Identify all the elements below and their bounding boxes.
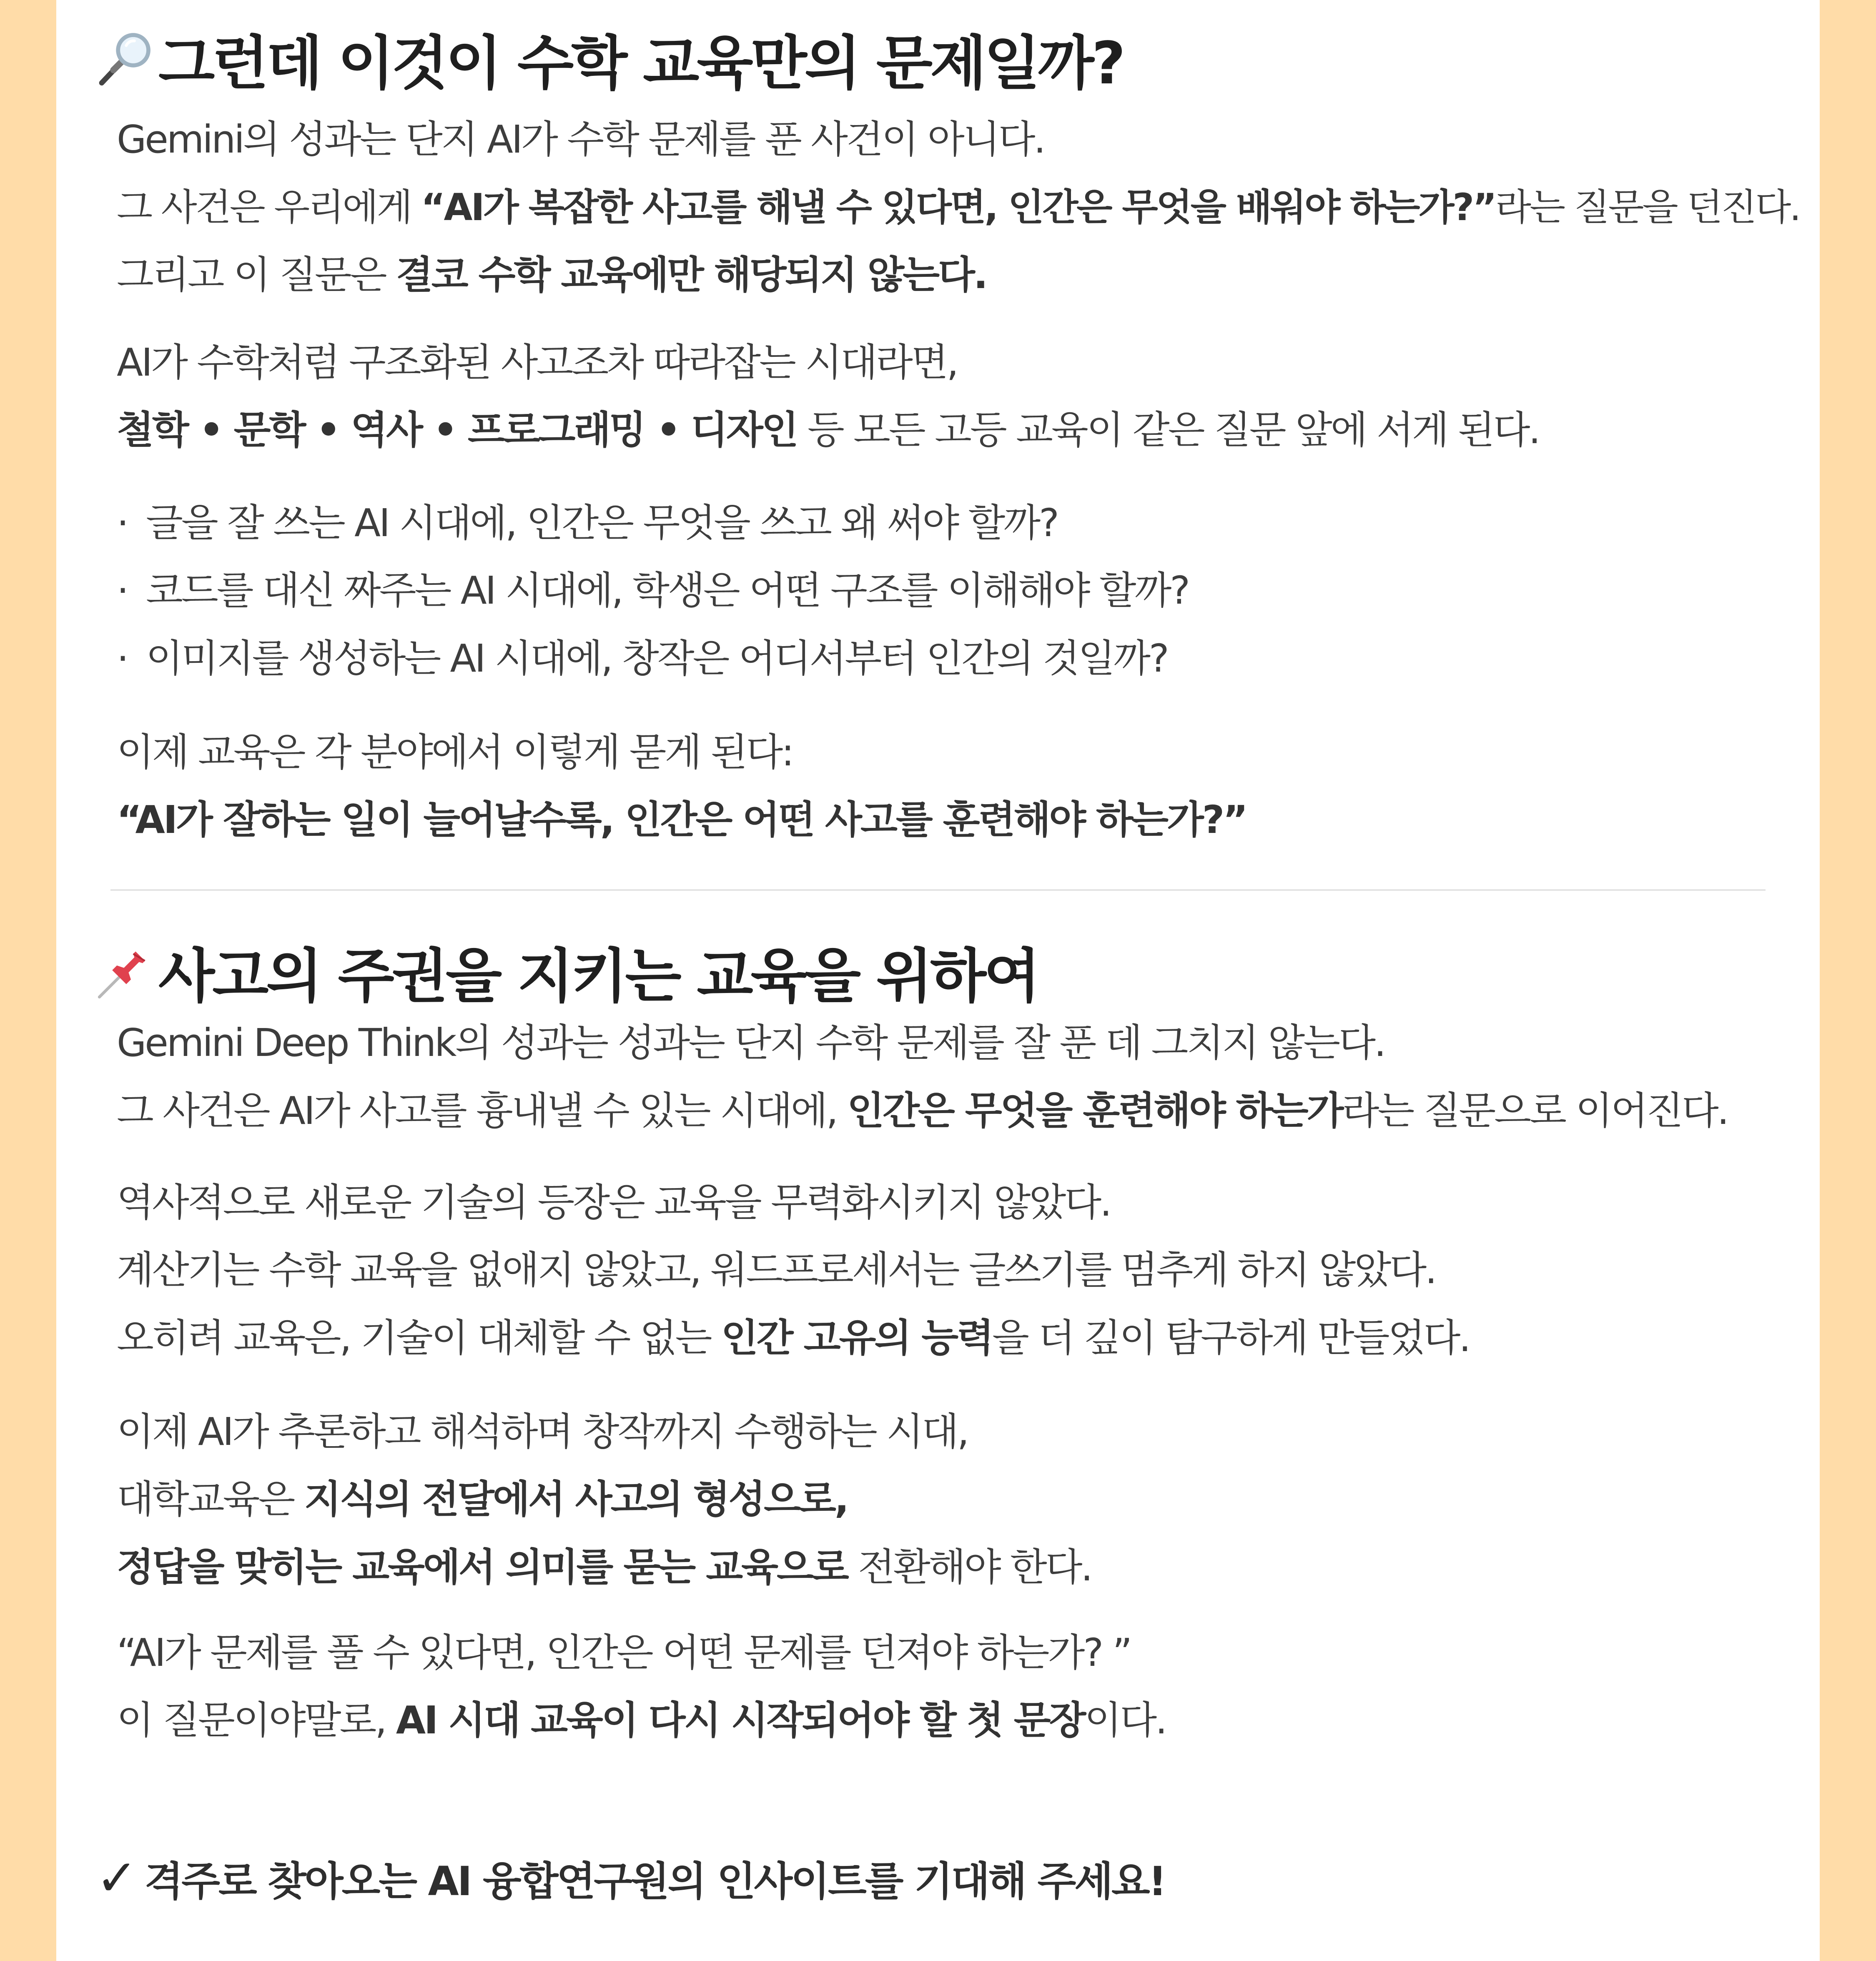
checkmark-icon: ✓ (96, 1849, 136, 1907)
s2-p3-line2: 대학교육은 지식의 전달에서 사고의 형성으로, (117, 1477, 848, 1522)
s2-p1-line1: Gemini Deep Think의 성과는 성과는 단지 수학 문제를 잘 푼 데 그치지 않는다. (117, 1021, 1385, 1065)
list-item: · 글을 잘 쓰는 AI 시대에, 인간은 무엇을 쓰고 왜 써야 할까? (117, 501, 1058, 545)
s2-p3-line3: 정답을 맞히는 교육에서 의미를 묻는 교육으로 전환해야 한다. (117, 1545, 1091, 1590)
magnifying-glass-icon (96, 29, 154, 88)
closing-line (96, 1851, 1165, 1905)
list-item: · 코드를 대신 짜주는 AI 시대에, 학생은 어떤 구조를 이해해야 할까? (117, 568, 1189, 613)
s1-p2-line1: AI가 수학처럼 구조화된 사고조차 따라잡는 시대라면, (117, 340, 957, 385)
section2-title: 사고의 주권을 지키는 교육을 위하여 (158, 942, 1038, 1011)
s2-p2-line3: 오히려 교육은, 기술이 대체할 수 없는 인간 고유의 능력을 더 깊이 탐구하게 만들었다. (117, 1316, 1470, 1360)
s2-p2-line1: 역사적으로 새로운 기술의 등장은 교육을 무력화시키지 않았다. (117, 1180, 1111, 1225)
article-page (56, 0, 1820, 1961)
section1-heading (96, 23, 1124, 98)
s2-p4-line2: 이 질문이야말로, AI 시대 교육이 다시 시작되어야 할 첫 문장이다. (117, 1698, 1166, 1743)
s2-p4-line1: “AI가 문제를 풀 수 있다면, 인간은 어떤 문제를 던져야 하는가? ” (117, 1630, 1131, 1675)
pushpin-icon (96, 942, 154, 1001)
s1-p3-line2: “AI가 잘하는 일이 늘어날수록, 인간은 어떤 사고를 훈련해야 하는가?” (117, 797, 1246, 842)
closing-text: 격주로 찾아오는 AI 융합연구원의 인사이트를 기대해 주세요! (144, 1858, 1165, 1905)
s2-p1-line2: 그 사건은 AI가 사고를 흉내낼 수 있는 시대에, 인간은 무엇을 훈련해야 하는가라는 질문으로 이어진다. (117, 1088, 1728, 1133)
s1-p1-line3: 그리고 이 질문은 결코 수학 교육에만 해당되지 않는다. (117, 253, 986, 297)
s1-p1-line2: 그 사건은 우리에게 “AI가 복잡한 사고를 해낼 수 있다면, 인간은 무엇을 배워야 하는가?”라는 질문을 던진다. (117, 186, 1800, 229)
s1-p3-line1: 이제 교육은 각 분야에서 이렇게 묻게 된다: (117, 730, 793, 775)
s2-p2-line2: 계산기는 수학 교육을 없애지 않았고, 워드프로세서는 글쓰기를 멈추게 하지 않았다. (117, 1248, 1436, 1292)
s2-p3-line1: 이제 AI가 추론하고 해석하며 창작까지 수행하는 시대, (117, 1409, 968, 1454)
list-item: · 이미지를 생성하는 AI 시대에, 창작은 어디서부터 인간의 것일까? (117, 636, 1168, 681)
s1-p2-line2: 철학 • 문학 • 역사 • 프로그래밍 • 디자인 등 모든 고등 교육이 같은 질문 앞에 서게 된다. (117, 408, 1539, 452)
section1-title: 그런데 이것이 수학 교육만의 문제일까? (158, 29, 1124, 98)
section2-heading (96, 936, 1038, 1011)
section-divider (110, 889, 1766, 891)
s1-p1-line1: Gemini의 성과는 단지 AI가 수학 문제를 푼 사건이 아니다. (117, 117, 1044, 162)
